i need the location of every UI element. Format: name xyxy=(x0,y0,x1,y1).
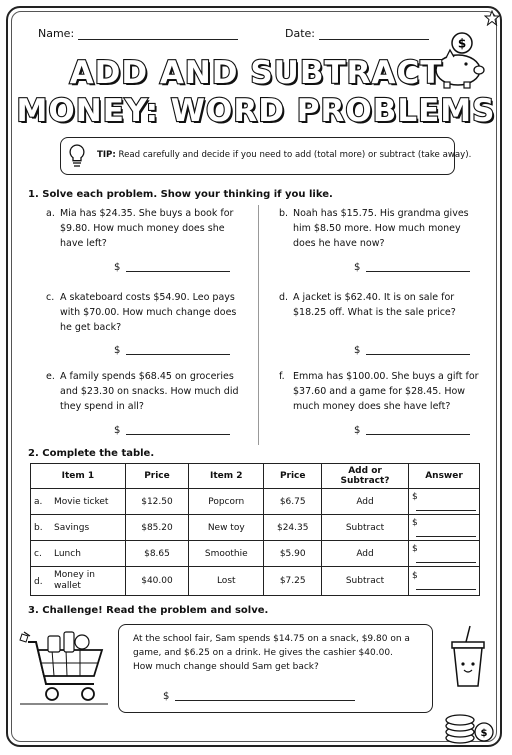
problem-text: A jacket is $62.40. It is on sale for $18.25 off. What is the sale price? xyxy=(293,292,456,318)
operation-cell: Subtract xyxy=(322,567,409,596)
answer-cell[interactable] xyxy=(409,541,480,567)
lightbulb-icon xyxy=(67,142,87,170)
answer-blank[interactable] xyxy=(416,536,476,537)
answer-cell[interactable] xyxy=(409,567,480,596)
problem-text: A family spends $68.45 on groceries and $23.30 on snacks. How much did they spend in all? xyxy=(60,371,239,412)
name-label: Name: xyxy=(38,27,75,40)
problem-letter: a. xyxy=(46,208,55,219)
problem-a xyxy=(46,206,246,251)
column-header: Price xyxy=(264,464,322,489)
dollar-sign: $ xyxy=(114,425,121,436)
table-row xyxy=(31,515,480,541)
price2-cell: $24.35 xyxy=(264,515,322,541)
problem-text: Emma has $100.00. She buys a gift for $37.60 and a game for $28.45. How much money does she have left? xyxy=(293,371,479,412)
money-table xyxy=(30,463,480,596)
answer-blank[interactable] xyxy=(366,271,470,272)
title-line-2: MONEY: WORD PROBLEMS xyxy=(16,93,496,129)
dollar-sign: $ xyxy=(354,262,361,273)
answer-dollar: $ xyxy=(412,491,418,502)
answer-blank[interactable] xyxy=(366,354,470,355)
answer-blank[interactable] xyxy=(416,589,476,590)
answer-blank[interactable] xyxy=(126,271,230,272)
row-letter: b. xyxy=(34,522,43,533)
answer-cell[interactable] xyxy=(409,489,480,515)
section3-heading: 3. Challenge! Read the problem and solve. xyxy=(28,605,269,616)
row-letter: d. xyxy=(34,576,43,587)
item2-cell: Smoothie xyxy=(189,541,264,567)
answer-dollar: $ xyxy=(412,543,418,554)
answer-line-e[interactable] xyxy=(114,425,230,436)
answer-dollar: $ xyxy=(412,571,418,581)
price1-cell: $12.50 xyxy=(125,489,188,515)
item1-text: Lunch xyxy=(54,548,81,559)
item1-cell xyxy=(31,515,126,541)
answer-line-d[interactable] xyxy=(354,345,470,356)
answer-line-f[interactable] xyxy=(354,425,470,436)
price1-cell: $85.20 xyxy=(125,515,188,541)
answer-blank[interactable] xyxy=(126,434,230,435)
price1-cell: $40.00 xyxy=(125,567,188,596)
table-row xyxy=(31,489,480,515)
problem-letter: d. xyxy=(279,292,289,303)
name-line xyxy=(78,29,238,40)
row-letter: c. xyxy=(34,548,42,559)
tip-box xyxy=(60,137,472,175)
dollar-sign: $ xyxy=(354,425,361,436)
answer-dollar: $ xyxy=(412,517,418,528)
dollar-sign: $ xyxy=(114,345,121,356)
problem-letter: e. xyxy=(46,371,55,382)
tip-label: TIP: xyxy=(97,150,116,160)
item2-cell: New toy xyxy=(189,515,264,541)
dollar-sign: $ xyxy=(354,345,361,356)
name-field xyxy=(38,27,238,40)
price2-cell: $6.75 xyxy=(264,489,322,515)
answer-blank[interactable] xyxy=(416,562,476,563)
dollar-sign: $ xyxy=(114,262,121,273)
problem-letter: b. xyxy=(279,208,289,219)
challenge-box xyxy=(118,624,433,713)
answer-blank[interactable] xyxy=(175,700,355,701)
item2-cell: Lost xyxy=(189,567,264,596)
table-row xyxy=(31,541,480,567)
problem-text: A skateboard costs $54.90. Leo pays with $70.00. How much change does he get back? xyxy=(60,292,237,333)
problem-c xyxy=(46,290,246,335)
challenge-question: How much change should Sam get back? xyxy=(133,662,319,672)
date-field xyxy=(285,27,429,40)
coin-stack-icon xyxy=(442,706,496,746)
answer-line-b[interactable] xyxy=(354,262,470,273)
item2-cell: Popcorn xyxy=(189,489,264,515)
answer-line-a[interactable] xyxy=(114,262,230,273)
item1-cell xyxy=(31,567,126,596)
svg-text:$: $ xyxy=(457,36,467,51)
answer-cell[interactable] xyxy=(409,515,480,541)
column-header: Item 2 xyxy=(189,464,264,489)
item1-cell xyxy=(31,541,126,567)
date-label: Date: xyxy=(285,27,315,40)
item1-cell xyxy=(31,489,126,515)
shopping-cart-icon xyxy=(18,628,110,710)
problem-text: Mia has $24.35. She buys a book for $9.80. How much money does she have left? xyxy=(60,208,234,249)
date-line xyxy=(319,29,429,40)
problem-letter: f. xyxy=(279,371,285,382)
operation-cell: Subtract xyxy=(322,515,409,541)
item1-text: Money in wallet xyxy=(54,570,95,591)
column-divider xyxy=(258,205,259,445)
answer-line-c[interactable] xyxy=(114,345,230,356)
row-letter: a. xyxy=(34,496,43,507)
section1-heading: 1. Solve each problem. Show your thinking if you like. xyxy=(28,189,333,200)
problem-text: Noah has $15.75. His grandma gives him $8.50 more. How much money does he have now? xyxy=(293,208,469,249)
svg-text:$: $ xyxy=(480,728,488,739)
problem-d xyxy=(279,290,479,320)
title-line-1: ADD AND SUBTRACT xyxy=(69,55,443,91)
answer-blank[interactable] xyxy=(366,434,470,435)
answer-blank[interactable] xyxy=(416,510,476,511)
problem-f xyxy=(279,369,489,414)
section2-heading: 2. Complete the table. xyxy=(28,448,155,459)
challenge-answer-line[interactable] xyxy=(163,691,355,702)
operation-cell: Add xyxy=(322,489,409,515)
problem-e xyxy=(46,369,246,414)
problem-letter: c. xyxy=(46,292,55,303)
price2-cell: $5.90 xyxy=(264,541,322,567)
problem-b xyxy=(279,206,479,251)
dollar-sign: $ xyxy=(163,691,170,702)
tip-text: Read carefully and decide if you need to add (total more) or subtract (take away). xyxy=(118,150,472,160)
column-header: Answer xyxy=(409,464,480,489)
table-row xyxy=(31,567,480,596)
answer-blank[interactable] xyxy=(126,354,230,355)
drink-cup-icon xyxy=(448,624,488,690)
item1-text: Movie ticket xyxy=(54,496,109,507)
operation-cell: Add xyxy=(322,541,409,567)
table-header-row xyxy=(31,464,480,489)
price2-cell: $7.25 xyxy=(264,567,322,596)
price1-cell: $8.65 xyxy=(125,541,188,567)
column-header: Price xyxy=(125,464,188,489)
challenge-text: At the school fair, Sam spends $14.75 on a snack, $9.80 on a game, and $6.25 on a drink. He gives the cashier $40.00. xyxy=(133,634,410,658)
column-header: Item 1 xyxy=(31,464,126,489)
column-header: Add or Subtract? xyxy=(322,464,409,489)
star-icon xyxy=(484,10,500,26)
item1-text: Savings xyxy=(54,522,90,533)
challenge-text-wrap xyxy=(133,632,429,674)
tip-text-wrap xyxy=(97,150,471,160)
